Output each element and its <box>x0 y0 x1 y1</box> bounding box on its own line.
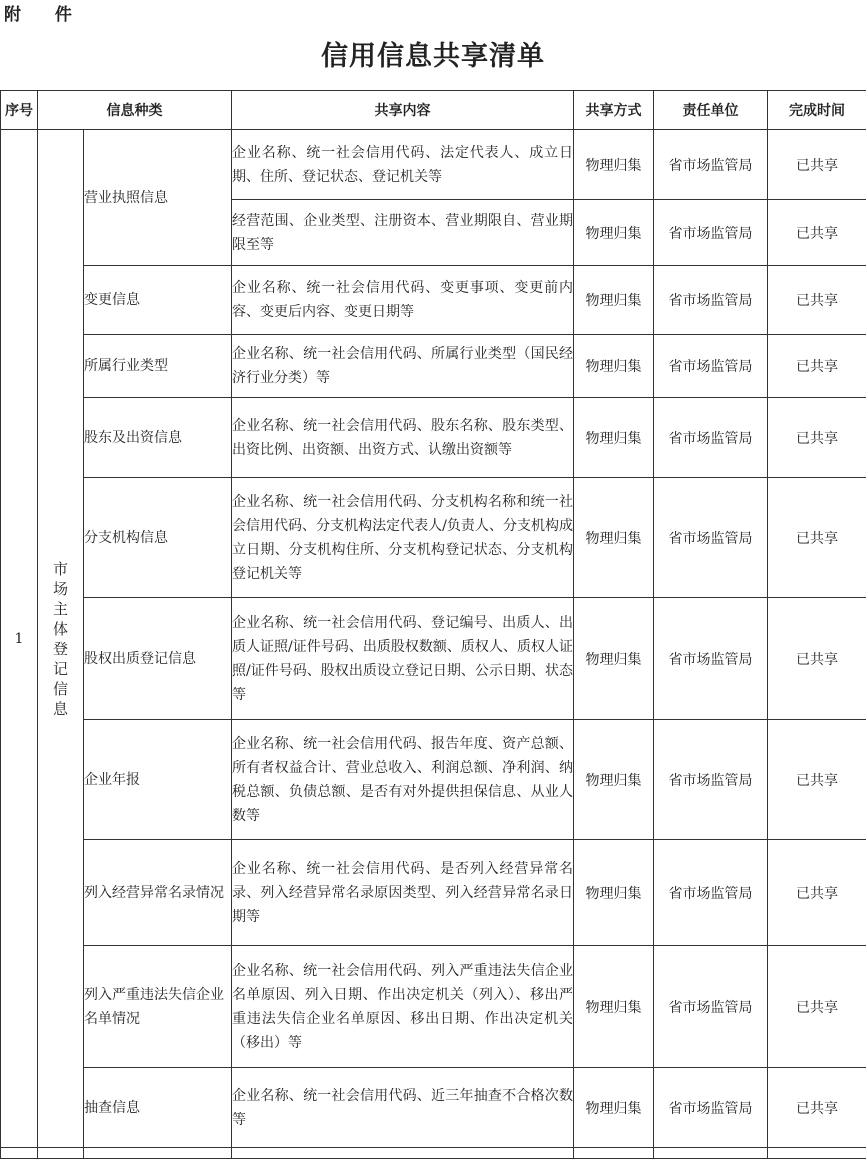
page-title: 信用信息共享清单 <box>0 40 866 74</box>
subcategory: 抽查信息 <box>84 1068 232 1148</box>
table-row <box>1 840 866 946</box>
share-method: 物理归集 <box>574 478 654 598</box>
seq-number: 1 <box>1 130 38 1148</box>
completion-time: 已共享 <box>768 478 866 598</box>
table-row <box>1 335 866 398</box>
attachment-label: 附 件 <box>4 4 86 26</box>
share-method: 物理归集 <box>574 266 654 335</box>
header-method: 共享方式 <box>574 91 654 130</box>
header-unit: 责任单位 <box>654 91 768 130</box>
header-time: 完成时间 <box>768 91 866 130</box>
subcategory: 分支机构信息 <box>84 478 232 598</box>
share-method: 物理归集 <box>574 130 654 200</box>
completion-time: 已共享 <box>768 335 866 398</box>
completion-time: 已共享 <box>768 840 866 946</box>
responsible-unit: 省市场监管局 <box>654 398 768 478</box>
share-content: 企业名称、统一社会信用代码、报告年度、资产总额、所有者权益合计、营业总收入、利润总额、净利润、纳税总额、负债总额、是否有对外提供担保信息、从业人数等 <box>232 720 574 840</box>
table-row <box>1 946 866 1068</box>
header-content: 共享内容 <box>232 91 574 130</box>
share-content: 企业名称、统一社会信用代码、变更事项、变更前内容、变更后内容、变更日期等 <box>232 266 574 335</box>
share-method: 物理归集 <box>574 720 654 840</box>
table-row <box>1 1068 866 1148</box>
header-seq: 序号 <box>1 91 38 130</box>
share-content: 企业名称、统一社会信用代码、所属行业类型（国民经济行业分类）等 <box>232 335 574 398</box>
responsible-unit: 省市场监管局 <box>654 200 768 266</box>
responsible-unit: 省市场监管局 <box>654 266 768 335</box>
responsible-unit: 省市场监管局 <box>654 946 768 1068</box>
share-content: 经营范围、企业类型、注册资本、营业期限自、营业期限至等 <box>232 200 574 266</box>
completion-time: 已共享 <box>768 1068 866 1148</box>
subcategory: 股东及出资信息 <box>84 398 232 478</box>
share-method: 物理归集 <box>574 598 654 720</box>
completion-time: 已共享 <box>768 130 866 200</box>
table-row <box>1 598 866 720</box>
credit-info-table <box>0 90 866 1159</box>
share-content: 企业名称、统一社会信用代码、分支机构名称和统一社会信用代码、分支机构法定代表人/负责人、分支机构成立日期、分支机构住所、分支机构登记状态、分支机构登记机关等 <box>232 478 574 598</box>
category-cell <box>38 130 84 1148</box>
share-content: 企业名称、统一社会信用代码、股东名称、股东类型、出资比例、出资额、出资方式、认缴出资额等 <box>232 398 574 478</box>
responsible-unit: 省市场监管局 <box>654 478 768 598</box>
responsible-unit: 省市场监管局 <box>654 720 768 840</box>
subcategory: 营业执照信息 <box>84 130 232 266</box>
share-method: 物理归集 <box>574 398 654 478</box>
completion-time: 已共享 <box>768 398 866 478</box>
table-row <box>1 266 866 335</box>
completion-time: 已共享 <box>768 946 866 1068</box>
responsible-unit: 省市场监管局 <box>654 1068 768 1148</box>
share-content: 企业名称、统一社会信用代码、列入严重违法失信企业名单原因、列入日期、作出决定机关（列入）、移出严重违法失信企业名单原因、移出日期、作出决定机关（移出）等 <box>232 946 574 1068</box>
table-row <box>1 398 866 478</box>
responsible-unit: 省市场监管局 <box>654 130 768 200</box>
table-row <box>1 478 866 598</box>
share-content: 企业名称、统一社会信用代码、法定代表人、成立日期、住所、登记状态、登记机关等 <box>232 130 574 200</box>
completion-time: 已共享 <box>768 720 866 840</box>
share-content: 企业名称、统一社会信用代码、是否列入经营异常名录、列入经营异常名录原因类型、列入经营异常名录日期等 <box>232 840 574 946</box>
responsible-unit: 省市场监管局 <box>654 335 768 398</box>
share-method: 物理归集 <box>574 200 654 266</box>
share-method: 物理归集 <box>574 1068 654 1148</box>
completion-time: 已共享 <box>768 200 866 266</box>
table-row <box>1 130 866 200</box>
share-method: 物理归集 <box>574 840 654 946</box>
subcategory: 股权出质登记信息 <box>84 598 232 720</box>
table-row <box>1 720 866 840</box>
responsible-unit: 省市场监管局 <box>654 598 768 720</box>
share-method: 物理归集 <box>574 335 654 398</box>
category-name: 市场主体登记信息 <box>47 559 75 719</box>
table-row-partial <box>1 1148 866 1159</box>
responsible-unit: 省市场监管局 <box>654 840 768 946</box>
subcategory: 列入经营异常名录情况 <box>84 840 232 946</box>
header-category: 信息种类 <box>38 91 232 130</box>
subcategory: 企业年报 <box>84 720 232 840</box>
table-header-row <box>1 91 866 130</box>
subcategory: 列入严重违法失信企业名单情况 <box>84 946 232 1068</box>
share-content: 企业名称、统一社会信用代码、登记编号、出质人、出质人证照/证件号码、出质股权数额、质权人、质权人证照/证件号码、股权出质设立登记日期、公示日期、状态等 <box>232 598 574 720</box>
completion-time: 已共享 <box>768 266 866 335</box>
share-method: 物理归集 <box>574 946 654 1068</box>
share-content: 企业名称、统一社会信用代码、近三年抽查不合格次数等 <box>232 1068 574 1148</box>
subcategory: 所属行业类型 <box>84 335 232 398</box>
subcategory: 变更信息 <box>84 266 232 335</box>
completion-time: 已共享 <box>768 598 866 720</box>
